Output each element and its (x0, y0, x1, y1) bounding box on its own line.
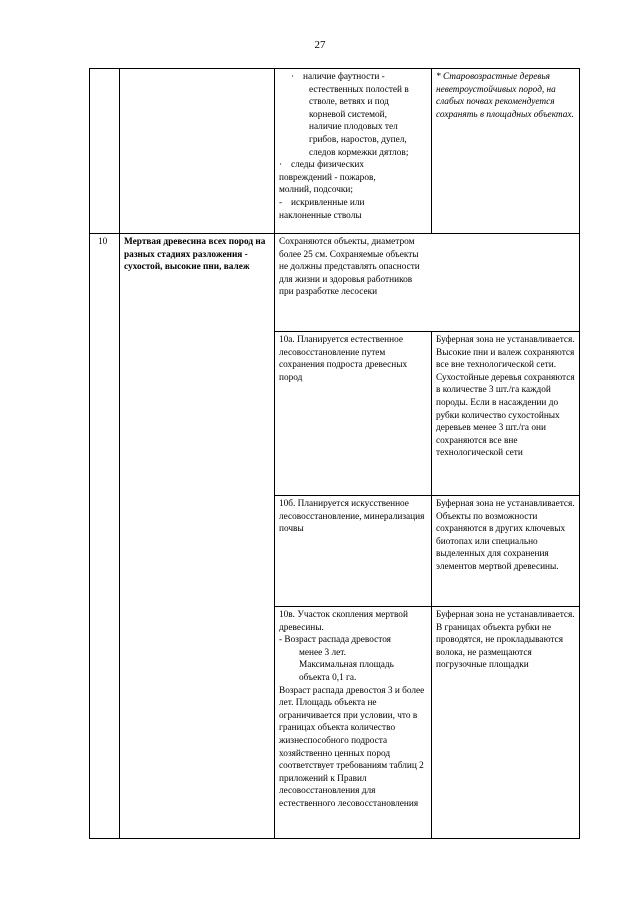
rule-line: Буферная зона не устанавливается. (436, 335, 575, 345)
condition-line: объекта 0,1 га. (299, 672, 357, 683)
list-item: следов кормежки дятлов; (309, 147, 409, 158)
cell-object-empty (120, 69, 275, 234)
list-item: наклоненные стволы (279, 210, 362, 221)
list-item: корневой системой, (309, 109, 387, 120)
rule-line: Объекты по возможности сохраняются в других ключевых биотопах или специально выделенных для сохранения элементов мертвой древесины. (436, 511, 566, 572)
list-item: стволе, ветвях и под (309, 97, 389, 108)
cell-num-empty (90, 69, 120, 234)
list-item: молний, подсочки; (279, 185, 353, 196)
rule-line: Высокие пни и валеж сохраняются все вне технологической сети. (436, 347, 575, 371)
general-requirement (275, 234, 580, 332)
rule-line: Буферная зона не устанавливается. (436, 499, 575, 509)
rule-line: В границах объекта рубки не проводятся, не прокладываются волока, не размещаются погрузочные площадки (436, 622, 563, 671)
table-row-continued (90, 69, 580, 234)
list-item: повреждений - пожаров, (279, 172, 376, 183)
biotope-table (89, 68, 580, 839)
object-name: Мертвая древесина всех пород на разных стадиях разложения - сухостой, высокие пни, валеж (120, 234, 275, 839)
list-item: естественных полостей в (309, 84, 409, 95)
list-item: · наличие фаутности - (291, 72, 385, 82)
row-number: 10 (90, 234, 120, 839)
condition-line: 10в. Участок скопления мертвой древесины. (279, 610, 408, 633)
rule-line: Буферная зона не устанавливается. (436, 610, 575, 620)
condition-line: менее 3 лет. (299, 647, 346, 658)
list-item: · следы физических (279, 160, 365, 171)
general-requirement-text: Сохраняются объекты, диаметром более 25 см. Сохраняемые объекты не должны представлять опасности для жизни и здоровья работников при разработке лесосеки (279, 237, 420, 298)
rule-line: Сухостойные деревья сохраняются в количестве 3 шт./га каждой породы. Если в насаждении до рубки количество сухостойных деревьев менее 3 шт./га они сохраняются все вне технологической сети (436, 372, 575, 459)
condition-line: - Возраст распада древостоя (279, 635, 391, 646)
condition-line: Возраст распада древостоя 3 и более лет. Площадь объекта не ограничивается при условии, что в границах объекта количество жизнеспособного подроста хозяйственно ценных пород соответствует требованиям таблиц 2 приложений к Правил лесовосстановления для естественного лесовосстановления (279, 685, 425, 809)
list-item: грибов, наростов, дупел, (309, 134, 407, 145)
condition-line: Максимальная площадь (299, 660, 394, 671)
rule-10c (432, 607, 580, 839)
cell-note: * Старовозрастные деревья неветроустойчивых пород, на слабых почвах рекомендуется сохранять в площадных объектах. (432, 69, 580, 234)
table-row-10 (90, 234, 580, 332)
condition-10a: 10а. Планируется естественное лесовосстановление путем сохранения подроста древесных пород (275, 332, 432, 496)
condition-10c (275, 607, 432, 839)
condition-10b: 10б. Планируется искусственное лесовосстановление, минерализация почвы (275, 496, 432, 607)
list-item: наличие плодовых тел (309, 122, 398, 133)
cell-criteria-list (275, 69, 432, 234)
rule-10a (432, 332, 580, 496)
rule-10b (432, 496, 580, 607)
page-number: 27 (314, 39, 326, 51)
list-item: - искривленные или (279, 197, 365, 208)
